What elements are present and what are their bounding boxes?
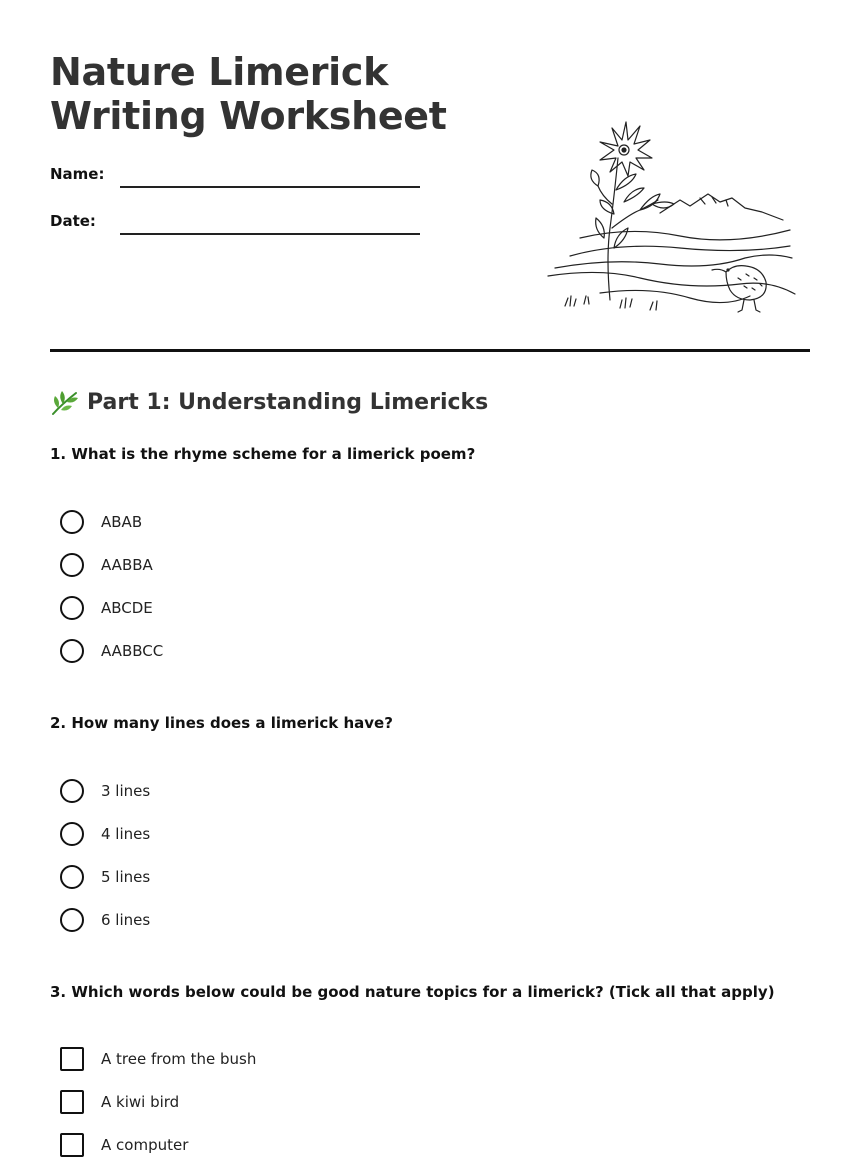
page-title: Nature Limerick Writing Worksheet: [50, 50, 447, 138]
option-label: 3 lines: [101, 782, 151, 800]
option-q2-5-lines[interactable]: [60, 865, 150, 889]
checkbox[interactable]: [60, 1090, 84, 1114]
radio-button[interactable]: [60, 908, 84, 932]
date-field[interactable]: [120, 217, 420, 235]
kiwi-bird: [712, 266, 766, 312]
radio-button[interactable]: [60, 822, 84, 846]
date-label: Date:: [50, 212, 96, 230]
option-label: 5 lines: [101, 868, 151, 886]
hill-lines: [580, 230, 790, 240]
leaves: [591, 170, 599, 186]
name-label: Name:: [50, 165, 105, 183]
option-label: 4 lines: [101, 825, 151, 843]
option-q1-abab[interactable]: [60, 510, 142, 534]
option-q3-computer[interactable]: [60, 1133, 188, 1157]
option-label: 6 lines: [101, 911, 151, 929]
question-1: 1. What is the rhyme scheme for a limerick poem?: [50, 445, 476, 463]
checkbox[interactable]: [60, 1133, 84, 1157]
radio-button[interactable]: [60, 779, 84, 803]
option-label: AABBA: [101, 556, 153, 574]
option-q3-kiwi[interactable]: [60, 1090, 179, 1114]
option-label: A computer: [101, 1136, 189, 1154]
name-field[interactable]: [120, 170, 420, 188]
section-heading-text: Part 1: Understanding Limericks: [87, 390, 489, 415]
option-q1-aabba[interactable]: [60, 553, 153, 577]
radio-button[interactable]: [60, 553, 84, 577]
option-q2-3-lines[interactable]: [60, 779, 150, 803]
flower-stem: [608, 158, 618, 300]
grass-tufts: [565, 296, 657, 310]
option-label: ABAB: [101, 513, 143, 531]
radio-button[interactable]: [60, 865, 84, 889]
option-q1-aabbcc[interactable]: [60, 639, 163, 663]
flower-head: [600, 122, 652, 176]
radio-button[interactable]: [60, 639, 84, 663]
question-2: 2. How many lines does a limerick have?: [50, 714, 393, 732]
nature-illustration-icon: [540, 118, 800, 318]
checkbox[interactable]: [60, 1047, 84, 1071]
mountain-shape: [660, 194, 783, 220]
question-3: 3. Which words below could be good nature topics for a limerick? (Tick all that apply): [50, 983, 775, 1001]
option-label: A kiwi bird: [101, 1093, 180, 1111]
section-heading-part1: [50, 388, 488, 418]
radio-button[interactable]: [60, 510, 84, 534]
herb-leaf-icon: [50, 390, 80, 416]
option-q2-4-lines[interactable]: [60, 822, 150, 846]
option-q3-tree[interactable]: [60, 1047, 256, 1071]
option-q1-abcde[interactable]: [60, 596, 153, 620]
option-label: A tree from the bush: [101, 1050, 257, 1068]
header-divider: [50, 349, 810, 352]
radio-button[interactable]: [60, 596, 84, 620]
option-q2-6-lines[interactable]: [60, 908, 150, 932]
option-label: AABBCC: [101, 642, 164, 660]
option-label: ABCDE: [101, 599, 153, 617]
